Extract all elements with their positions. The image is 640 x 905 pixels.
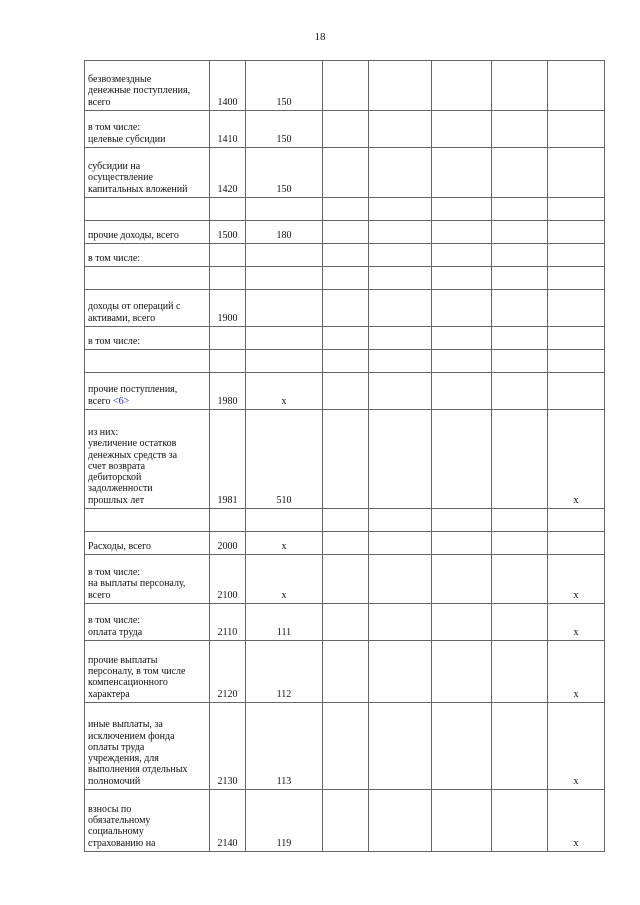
kbk-code-cell: 119 [246,790,323,852]
value-cell [432,703,492,790]
value-cell [323,290,369,327]
value-cell [432,790,492,852]
value-cell [432,244,492,267]
last-value-cell: x [548,790,605,852]
value-cell [369,532,432,555]
value-cell [323,703,369,790]
kbk-code-cell: 112 [246,641,323,703]
last-value-cell: x [548,410,605,509]
row-code-cell: 2120 [210,641,246,703]
value-cell [492,290,548,327]
kbk-code-cell: 180 [246,221,323,244]
table-row [85,148,605,198]
value-cell [492,641,548,703]
row-name-cell [85,244,210,267]
value-cell [432,221,492,244]
value-cell [369,604,432,641]
row-code-cell: 1980 [210,373,246,410]
value-cell [369,111,432,148]
row-name-cell [85,790,210,852]
value-cell [492,61,548,111]
value-cell [323,221,369,244]
last-value-cell [548,290,605,327]
last-value-cell: x [548,604,605,641]
kbk-code-cell [246,290,323,327]
last-value-cell [548,221,605,244]
value-cell [323,244,369,267]
row-name-cell [85,532,210,555]
value-cell [492,148,548,198]
value-cell [323,148,369,198]
row-code-cell: 1900 [210,290,246,327]
row-name-text: субсидии на осуществление капитальных вложений [88,161,188,195]
value-cell [432,198,492,221]
value-cell [432,555,492,604]
value-cell [323,267,369,290]
last-value-cell [548,148,605,198]
last-value-cell: x [548,641,605,703]
value-cell [369,410,432,509]
value-cell [492,267,548,290]
row-name-cell [85,555,210,604]
row-name-cell [85,327,210,350]
last-value-cell [548,267,605,290]
row-name-text: из них: увеличение остатков денежных средств за счет возврата дебиторской задолженности прошлых лет [88,426,178,506]
value-cell [432,532,492,555]
kbk-code-cell: 111 [246,604,323,641]
value-cell [369,790,432,852]
last-value-cell [548,509,605,532]
row-code-cell: 1500 [210,221,246,244]
kbk-code-cell: 150 [246,111,323,148]
value-cell [369,267,432,290]
table-row [85,221,605,244]
kbk-code-cell [246,267,323,290]
table-row [85,509,605,532]
row-code-cell: 2130 [210,703,246,790]
value-cell [369,148,432,198]
row-name-cell [85,61,210,111]
value-cell [492,410,548,509]
value-cell [492,111,548,148]
table-row [85,532,605,555]
kbk-code-cell [246,244,323,267]
value-cell [492,703,548,790]
kbk-code-cell [246,198,323,221]
value-cell [369,641,432,703]
row-name-cell [85,221,210,244]
table-row [85,61,605,111]
row-name-text: в том числе: [88,252,141,264]
value-cell [323,532,369,555]
row-name-text: прочие доходы, всего [88,229,179,241]
value-cell [432,604,492,641]
table-row [85,604,605,641]
kbk-code-cell: 150 [246,61,323,111]
value-cell [369,703,432,790]
last-value-cell [548,61,605,111]
row-code-cell [210,350,246,373]
row-code-cell [210,327,246,350]
value-cell [432,267,492,290]
table-row [85,198,605,221]
row-name-cell [85,148,210,198]
last-value-cell: x [548,555,605,604]
kbk-code-cell: 150 [246,148,323,198]
row-name-text: прочие поступления, всего [88,384,178,407]
value-cell [492,555,548,604]
footnote-link[interactable]: <6> [113,395,130,407]
last-value-cell [548,532,605,555]
row-code-cell: 2100 [210,555,246,604]
table-row [85,244,605,267]
row-code-cell: 2110 [210,604,246,641]
value-cell [369,350,432,373]
row-name-text: взносы по обязательному социальному страхованию на [88,803,156,849]
value-cell [492,532,548,555]
value-cell [369,221,432,244]
value-cell [432,350,492,373]
last-value-cell [548,350,605,373]
row-name-text: иные выплаты, за исключением фонда оплаты труда учреждения, для выполнения отдельных полномочий [88,719,188,787]
budget-table [84,60,605,852]
row-name-cell [85,350,210,373]
row-name-text: в том числе: [88,335,141,347]
value-cell [323,350,369,373]
row-code-cell: 2000 [210,532,246,555]
row-name-cell [85,703,210,790]
table-row [85,703,605,790]
row-code-cell [210,267,246,290]
value-cell [432,111,492,148]
value-cell [323,604,369,641]
page-number: 18 [314,31,326,43]
kbk-code-cell [246,350,323,373]
row-name-cell [85,509,210,532]
value-cell [492,604,548,641]
row-code-cell [210,509,246,532]
row-code-cell: 1400 [210,61,246,111]
value-cell [432,148,492,198]
table-row [85,111,605,148]
value-cell [432,509,492,532]
value-cell [323,373,369,410]
table-row [85,410,605,509]
row-name-text: Расходы, всего [88,540,151,552]
value-cell [323,327,369,350]
value-cell [369,198,432,221]
row-code-cell: 2140 [210,790,246,852]
value-cell [323,61,369,111]
row-name-cell [85,373,210,410]
row-name-cell [85,410,210,509]
table-row [85,350,605,373]
value-cell [323,410,369,509]
table-row [85,327,605,350]
row-name-text: безвозмездные денежные поступления, всего [88,74,191,108]
last-value-cell: x [548,703,605,790]
value-cell [492,327,548,350]
value-cell [323,555,369,604]
value-cell [323,111,369,148]
value-cell [432,61,492,111]
row-name-cell [85,290,210,327]
value-cell [432,290,492,327]
row-code-cell: 1420 [210,148,246,198]
last-value-cell [548,198,605,221]
row-name-text: прочие выплаты персоналу, в том числе компенсационного характера [88,654,186,700]
kbk-code-cell: 510 [246,410,323,509]
kbk-code-cell: x [246,373,323,410]
value-cell [492,244,548,267]
row-name-text: в том числе: целевые субсидии [88,122,166,145]
value-cell [492,350,548,373]
value-cell [432,373,492,410]
last-value-cell [548,111,605,148]
row-code-cell: 1981 [210,410,246,509]
row-code-cell [210,198,246,221]
value-cell [323,641,369,703]
row-code-cell: 1410 [210,111,246,148]
value-cell [323,509,369,532]
table-row [85,555,605,604]
row-name-cell [85,198,210,221]
table-body [85,61,605,852]
table-row [85,641,605,703]
table-row [85,790,605,852]
value-cell [492,790,548,852]
row-name-cell [85,267,210,290]
value-cell [492,221,548,244]
value-cell [369,244,432,267]
row-name-cell [85,641,210,703]
value-cell [369,509,432,532]
table-row [85,267,605,290]
last-value-cell [548,373,605,410]
kbk-code-cell: x [246,555,323,604]
row-name-cell [85,111,210,148]
kbk-code-cell [246,327,323,350]
last-value-cell [548,327,605,350]
table-row [85,290,605,327]
row-name-cell [85,604,210,641]
value-cell [492,373,548,410]
value-cell [369,327,432,350]
row-code-cell [210,244,246,267]
value-cell [369,555,432,604]
kbk-code-cell [246,509,323,532]
value-cell [369,373,432,410]
value-cell [432,410,492,509]
row-name-text: в том числе: оплата труда [88,615,143,638]
value-cell [432,641,492,703]
value-cell [369,290,432,327]
value-cell [432,327,492,350]
value-cell [492,509,548,532]
value-cell [369,61,432,111]
table-row [85,373,605,410]
row-name-text: доходы от операций с активами, всего [88,301,181,324]
value-cell [492,198,548,221]
kbk-code-cell: x [246,532,323,555]
row-name-text: в том числе: на выплаты персоналу, всего [88,567,186,601]
kbk-code-cell: 113 [246,703,323,790]
value-cell [323,790,369,852]
last-value-cell [548,244,605,267]
value-cell [323,198,369,221]
